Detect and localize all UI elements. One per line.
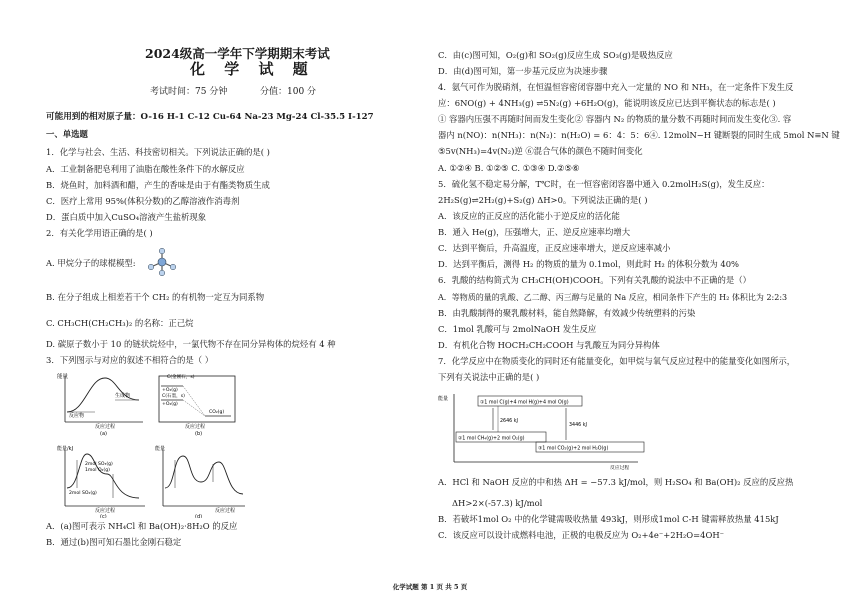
energy-e2: 3446 kJ (569, 423, 587, 428)
fig-d-ylabel: 能量 (155, 446, 166, 452)
fig-b-cap: (b) (195, 431, 203, 437)
fig-b-x: 反应过程 (185, 424, 206, 430)
q4-options: A. ①②④ B. ①②⑤ C. ①③④ D.②⑤⑥ (438, 163, 580, 173)
q3-figures (55, 370, 295, 518)
q5-option-d: D．达到平衡后，测得 H₂ 的物质的量为 0.1mol，则此时 H₂ 的体积分数为 40% (438, 259, 739, 269)
q5-stem-1: 5．硫化氢不稳定易分解，T℃时，在一恒容密闭容器中通入 0.2molH₂S(g)，发生反应： (438, 179, 770, 189)
fig-a-ylabel: 能量 (57, 374, 69, 380)
q3-option-d: D．由(d)图可知，第一步基元反应为决速步骤 (438, 66, 608, 76)
fig-c-l1: 2mol SO₃(g) (85, 462, 113, 467)
fig-c-x: 反应过程 (95, 508, 116, 514)
methane-model-icon (145, 247, 179, 277)
energy-diagram (438, 390, 648, 470)
exam-subject: 化 学 试 题 (190, 60, 315, 78)
q4-stem-3: ① 容器内压强不再随时间而发生变化② 容器内 N₂ 的物质的量分数不再随时间而发生变化③. 容 (438, 114, 792, 124)
energy-level-2: ②1 mol CH₄(g)+2 mol O₂(g) (458, 436, 525, 442)
q6-option-b: B．由乳酸制得的聚乳酸材料，能自然降解，有效减少传统塑料的污染 (438, 308, 696, 318)
q6-stem: 6．乳酸的结构简式为 CH₃CH(OH)COOH。下列有关乳酸的说法中不正确的是（） (438, 275, 752, 285)
fig-c-ylabel: 能量/kJ (57, 446, 74, 452)
q1-option-b: B．烧鱼时，加料酒和醋，产生的香味是由于有酯类物质生成 (46, 180, 270, 190)
fig-d-cap: (d) (195, 514, 203, 518)
q1-stem: 1．化学与社会、生活、科技密切相关。下列说法正确的是( ) (46, 147, 270, 157)
q6-option-a: A．等物质的量的乳酸、乙二醇、丙三醇与足量的 Na 反应，相同条件下产生的 H₂ 体积比为 2:2:3 (438, 293, 788, 302)
q7-stem-2: 下列有关说法中正确的是( ) (438, 372, 540, 382)
fig-a-x: 反应过程 (95, 424, 116, 430)
exam-title: 2024级高一学年下学期期末考试 (145, 46, 330, 61)
q3-option-a: A．(a)图可表示 NH₄Cl 和 Ba(OH)₂·8H₂O 的反应 (46, 521, 238, 531)
q4-stem-5: ⑤5v(NH₃)=4v(N₂)逆 ⑥混合气体的颜色不随时间变化 (438, 146, 643, 156)
q2-option-b: B. 在分子组成上相差若干个 CH₂ 的有机物一定互为同系物 (46, 292, 265, 302)
energy-e1: 2646 kJ (500, 419, 518, 424)
figure-c (57, 445, 145, 518)
exam-time: 考试时间：75 分钟 (150, 87, 228, 97)
fig-c-l3: 2mol SO₂(g) (69, 491, 97, 496)
figure-b (159, 373, 235, 437)
fig-b-l4: +O₂(g) (162, 402, 178, 407)
fig-b-l1: C(金刚石，s) (167, 375, 195, 380)
q5-option-a: A．该反应的正反应的活化能小于逆反应的活化能 (438, 211, 620, 221)
section-title: 一、单选题 (46, 129, 88, 139)
energy-level-1: ①1 mol C(g)+4 mol H(g)+4 mol O(g) (480, 400, 569, 406)
fig-a-prod: 生成物 (115, 393, 131, 399)
q3-option-c: C．由(c)图可知，O₂(g)和 SO₂(g)反应生成 SO₃(g)是吸热反应 (438, 50, 673, 60)
fig-c-cap: (c) (100, 514, 107, 518)
fig-b-l2: +O₂(g) (162, 388, 178, 393)
q5-option-c: C．达到平衡后，升高温度，正反应速率增大，逆反应速率减小 (438, 243, 671, 253)
fig-b-l3: C(石墨，s) (162, 394, 185, 399)
q6-option-c: C．1mol 乳酸可与 2molNaOH 发生反应 (438, 324, 597, 334)
energy-level-3: ③1 mol CO₂(g)+2 mol H₂O(g) (538, 446, 609, 452)
q3-option-b: B．通过(b)图可知石墨比金刚石稳定 (46, 537, 182, 547)
q4-stem-4: 器内 n(NO)：n(NH₃)：n(N₂)：n(H₂O) = 6：4：5：6④. 12molN−H 键断裂的同时生成 5mol N≡N 键 (438, 130, 840, 140)
figure-a (57, 372, 143, 437)
q7-option-a-2: ΔH>2×(-57.3) kJ/mol (452, 498, 543, 508)
q7-stem-1: 7．化学反应中在物质变化的同时还有能量变化，如甲烷与氧气反应过程中的能量变化如图所示， (438, 356, 796, 366)
q3-stem: 3．下列图示与对应的叙述不相符合的是（ ） (46, 355, 214, 365)
fig-a-cap: (a) (100, 431, 107, 437)
q1-option-c: C．医疗上常用 95%(体积分数)的乙醇溶液作消毒剂 (46, 196, 240, 206)
q7-option-b: B．若破坏1mol O₂ 中的化学键需吸收热量 493kJ，则形成1mol C-H 键需释放热量 415kJ (438, 514, 779, 524)
q7-option-a-1: A．HCl 和 NaOH 反应的中和热 ΔH = −57.3 kJ/mol，则 H₂SO₄ 和 Ba(OH)₂ 反应的反应热 (438, 477, 794, 487)
q1-option-a: A．工业制备肥皂利用了油脂在酸性条件下的水解反应 (46, 164, 245, 174)
q1-option-d: D．蛋白质中加入CuSO₄溶液产生盐析现象 (46, 212, 207, 222)
q2-stem: 2．有关化学用语正确的是( ) (46, 228, 153, 238)
fig-a-react: 反应物 (69, 413, 85, 419)
fig-d-x: 反应过程 (215, 508, 236, 514)
q5-option-b: B．通入 He(g)，压强增大，正、逆反应速率均增大 (438, 227, 631, 237)
q5-stem-2: 2H₂S(g)⇌2H₂(g)+S₂(g) ΔH>0。下列说法正确的是( ) (438, 195, 648, 205)
page-footer: 化学试题 第 1 页 共 5 页 (392, 583, 468, 591)
q7-option-c: C．该反应可以设计成燃料电池，正极的电极反应为 O₂+4e⁻+2H₂O=4OH⁻ (438, 530, 725, 540)
q6-option-d: D．有机化合物 HOCH₂CH₂COOH 与乳酸互为同分异构体 (438, 340, 660, 350)
figure-d (155, 445, 245, 518)
exam-score: 分值：100 分 (260, 87, 317, 97)
q2-option-a: A. 甲烷分子的球棍模型: (46, 258, 136, 268)
q2-option-d: D. 碳原子数小于 10 的链状烷烃中，一氯代物不存在同分异构体的烷烃有 4 种 (46, 339, 336, 349)
q4-stem-1: 4．氨气可作为脱硝剂，在恒温恒容密闭容器中充入一定量的 NO 和 NH₃，在一定条件下发生反 (438, 82, 794, 92)
fig-b-l5: CO₂(g) (209, 410, 225, 415)
energy-x: 反应过程 (610, 466, 630, 470)
q4-stem-2: 应：6NO(g) + 4NH₃(g) ⇌5N₂(g) +6H₂O(g)，能说明该反应已达到平衡状态的标志是( ) (438, 98, 776, 108)
fig-c-l2: 1mol O₂(g) (85, 468, 110, 473)
atomic-masses: 可能用到的相对原子量：O-16 H-1 C-12 Cu-64 Na-23 Mg-24 Cl-35.5 I-127 (46, 112, 374, 122)
energy-ylabel: 能量 (438, 396, 449, 402)
q2-option-c: C. CH₃CH(CH₂CH₃)₂ 的名称：正己烷 (46, 318, 194, 328)
